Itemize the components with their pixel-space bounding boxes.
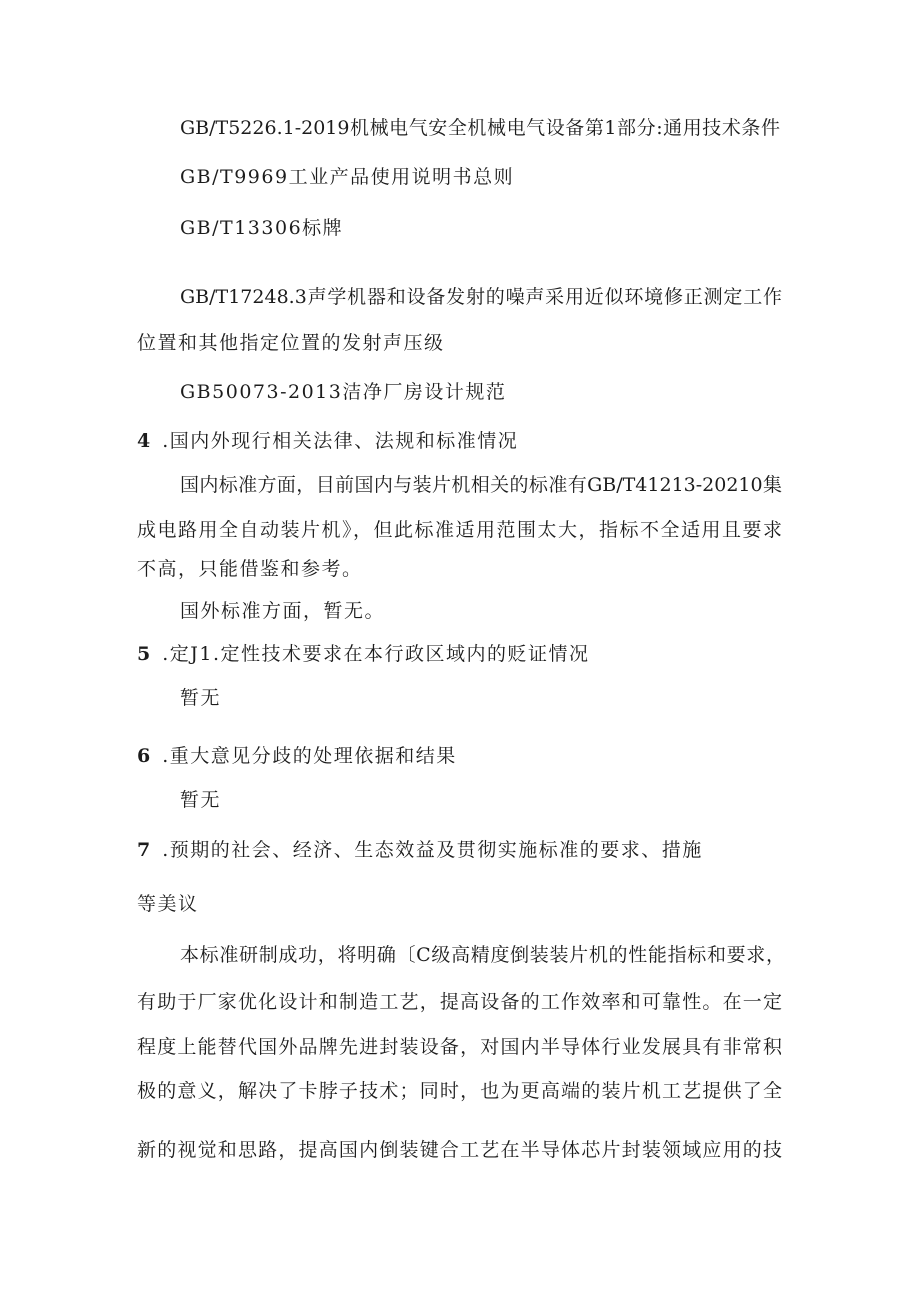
reference-line: GB/T9969工业产品使用说明书总则	[180, 166, 515, 188]
paragraph-line: 新的视觉和思路，提高国内倒装键合工艺在半导体芯片封装领域应用的技	[137, 1139, 782, 1161]
section-7-heading	[137, 836, 703, 864]
reference-line: GB/T17248.3声学机器和设备发射的噪声采用近似环境修正测定工作	[180, 286, 782, 308]
section-number: 7	[137, 839, 151, 861]
section-4-heading	[137, 427, 518, 455]
paragraph-line: 极的意义，解决了卡脖子技术；同时，也为更高端的装片机工艺提供了全	[137, 1080, 782, 1102]
section-number: 6	[137, 745, 151, 767]
paragraph-line: 有助于厂家优化设计和制造工艺，提高设备的工作效率和可靠性。在一定	[137, 991, 782, 1013]
section-number: 5	[137, 643, 151, 665]
paragraph-line: 成电路用全自动装片机》，但此标准适用范围太大，指标不全适用且要求	[137, 519, 782, 541]
paragraph-line: 本标准研制成功，将明确〔C级高精度倒装装片机的性能指标和要求，	[180, 944, 785, 966]
section-6-heading	[137, 742, 457, 770]
paragraph-line: 国外标准方面，暂无。	[180, 600, 386, 622]
paragraph-line: 国内标准方面，目前国内与装片机相关的标准有GB/T41213-20210集	[180, 474, 782, 496]
paragraph-line: 暂无	[180, 687, 222, 709]
reference-line-continued: 位置和其他指定位置的发射声压级	[137, 332, 445, 354]
section-title: .国内外现行相关法律、法规和标准情况	[162, 430, 519, 452]
section-title: .预期的社会、经济、生态效益及贯彻实施标准的要求、措施	[162, 839, 703, 861]
reference-line: GB/T13306标牌	[180, 217, 344, 239]
paragraph-line: 不高，只能借鉴和参考。	[137, 558, 363, 580]
paragraph-line: 程度上能替代国外品牌先进封装设备，对国内半导体行业发展具有非常积	[137, 1036, 782, 1058]
section-title-continued: 等美议	[137, 893, 199, 915]
section-number: 4	[137, 430, 151, 452]
section-title: .重大意见分歧的处理依据和结果	[162, 745, 457, 767]
section-title: .定J1.定性技术要求在本行政区域内的贬证情况	[162, 643, 590, 665]
section-5-heading	[137, 640, 590, 668]
paragraph-line: 暂无	[180, 789, 222, 811]
reference-line: GB/T5226.1-2019机械电气安全机械电气设备第1部分:通用技术条件	[180, 117, 780, 139]
reference-line: GB50073-2013洁净厂房设计规范	[180, 381, 507, 403]
